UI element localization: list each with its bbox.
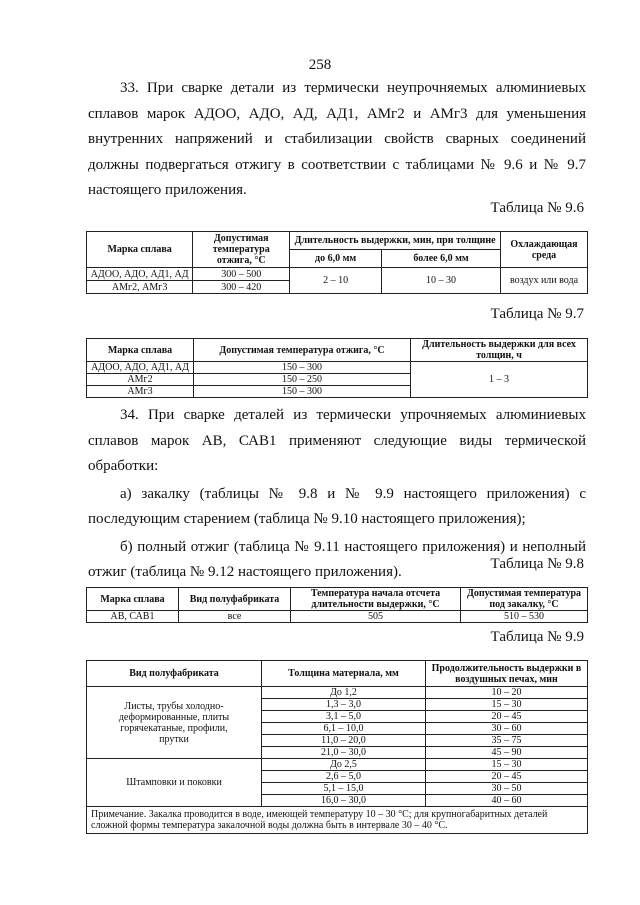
cell: воздух или вода — [501, 268, 588, 294]
cell: 45 – 90 — [426, 747, 588, 759]
paragraph-text: б) полный отжиг (таблица № 9.11 настоящего приложения) и неполный отжиг (таблица № 9.12 настоящего приложения). — [88, 538, 586, 580]
cell: 3,1 – 5,0 — [262, 711, 426, 723]
table-row — [87, 759, 588, 771]
cell: 2 – 10 — [290, 268, 382, 294]
table-row — [87, 611, 588, 623]
column-header: Вид полуфабриката — [179, 588, 291, 611]
column-header: Длительность выдержки, мин, при толщине — [290, 232, 501, 250]
table-row — [87, 362, 588, 374]
cell: АМг2 — [87, 374, 194, 386]
column-header: Допустимая температура под закалку, °С — [461, 588, 588, 611]
paragraph-text: 34. При сварке деталей из термически упрочняемых алюминиевых сплавов марок АВ, САВ1 применяют следующие виды термической обработки: — [88, 407, 586, 474]
cell: 15 – 30 — [426, 699, 588, 711]
cell: Листы, трубы холодно-деформированные, плиты горячекатаные, профили, прутки — [87, 687, 262, 759]
cell: 505 — [291, 611, 461, 623]
cell: 16,0 – 30,0 — [262, 795, 426, 807]
cell: 20 – 45 — [426, 771, 588, 783]
column-header: Допустимая температура отжига, °С — [194, 339, 411, 362]
cell: 40 – 60 — [426, 795, 588, 807]
cell: 20 – 45 — [426, 711, 588, 723]
table-9-7 — [86, 338, 588, 398]
cell: До 1,2 — [262, 687, 426, 699]
column-header: до 6,0 мм — [290, 250, 382, 268]
column-header: Толщина материала, мм — [262, 661, 426, 687]
paragraph-text: а) закалку (таблицы № 9.8 и № 9.9 настоящего приложения) с последующим старением (таблица № 9.10 настоящего приложения); — [88, 485, 586, 527]
cell: 1 – 3 — [411, 362, 588, 398]
cell: АВ, САВ1 — [87, 611, 179, 623]
table-caption: Таблица № 9.7 — [490, 306, 584, 322]
table-note: Примечание. Закалка проводится в воде, имеющей температуру 10 – 30 °С; для крупногабаритных деталей сложной формы температура закалочной воды должна быть в интервале 30 – 40 °С. — [87, 807, 588, 834]
cell: АДОО, АДО, АД1, АД — [87, 362, 194, 374]
cell: 30 – 60 — [426, 723, 588, 735]
cell: 6,1 – 10,0 — [262, 723, 426, 735]
cell: До 2,5 — [262, 759, 426, 771]
page-number: 258 — [308, 57, 332, 73]
column-header: Температура начала отсчета длительности выдержки, °С — [291, 588, 461, 611]
table-9-8 — [86, 587, 588, 623]
cell: АМг3 — [87, 386, 194, 398]
cell: 10 – 30 — [382, 268, 501, 294]
cell: 2,6 – 5,0 — [262, 771, 426, 783]
column-header: Охлаждающая среда — [501, 232, 588, 268]
paragraph-text: 33. При сварке детали из термически неупрочняемых алюминиевых сплавов марок АДОО, АДО, АД, АД1, АМг2 и АМг3 для уменьшения внутренних напряжений и стабилизации свойств сварных соединений должны подвергаться отжигу в соответствии с таблицами № 9.6 и № 9.7 настоящего приложения. — [88, 80, 586, 198]
cell: АМг2, АМг3 — [87, 281, 193, 294]
cell: 300 – 420 — [193, 281, 290, 294]
paragraph-33 — [88, 76, 586, 204]
cell: 150 – 300 — [194, 386, 411, 398]
cell: 10 – 20 — [426, 687, 588, 699]
table-caption: Таблица № 9.9 — [490, 629, 584, 645]
cell: 150 – 250 — [194, 374, 411, 386]
cell: все — [179, 611, 291, 623]
column-header: Длительность выдержки для всех толщин, ч — [411, 339, 588, 362]
cell: 5,1 – 15,0 — [262, 783, 426, 795]
column-header: более 6,0 мм — [382, 250, 501, 268]
table-row — [87, 268, 588, 281]
column-header: Вид полуфабриката — [87, 661, 262, 687]
cell: 11,0 – 20,0 — [262, 735, 426, 747]
column-header: Допустимая температура отжига, °С — [193, 232, 290, 268]
table-9-9 — [86, 660, 588, 834]
table-9-6 — [86, 231, 588, 294]
cell: 300 – 500 — [193, 268, 290, 281]
cell: 150 – 300 — [194, 362, 411, 374]
cell: Штамповки и поковки — [87, 759, 262, 807]
table-caption: Таблица № 9.6 — [490, 200, 584, 216]
cell: 510 – 530 — [461, 611, 588, 623]
cell: 1,3 – 3,0 — [262, 699, 426, 711]
column-header: Марка сплава — [87, 339, 194, 362]
cell: 21,0 – 30,0 — [262, 747, 426, 759]
cell: 35 – 75 — [426, 735, 588, 747]
table-caption: Таблица № 9.8 — [490, 556, 584, 572]
column-header: Марка сплава — [87, 232, 193, 268]
cell: 15 – 30 — [426, 759, 588, 771]
cell: 30 – 50 — [426, 783, 588, 795]
column-header: Марка сплава — [87, 588, 179, 611]
column-header: Продолжительность выдержки в воздушных печах, мин — [426, 661, 588, 687]
table-row — [87, 687, 588, 699]
cell: АДОО, АДО, АД1, АД — [87, 268, 193, 281]
